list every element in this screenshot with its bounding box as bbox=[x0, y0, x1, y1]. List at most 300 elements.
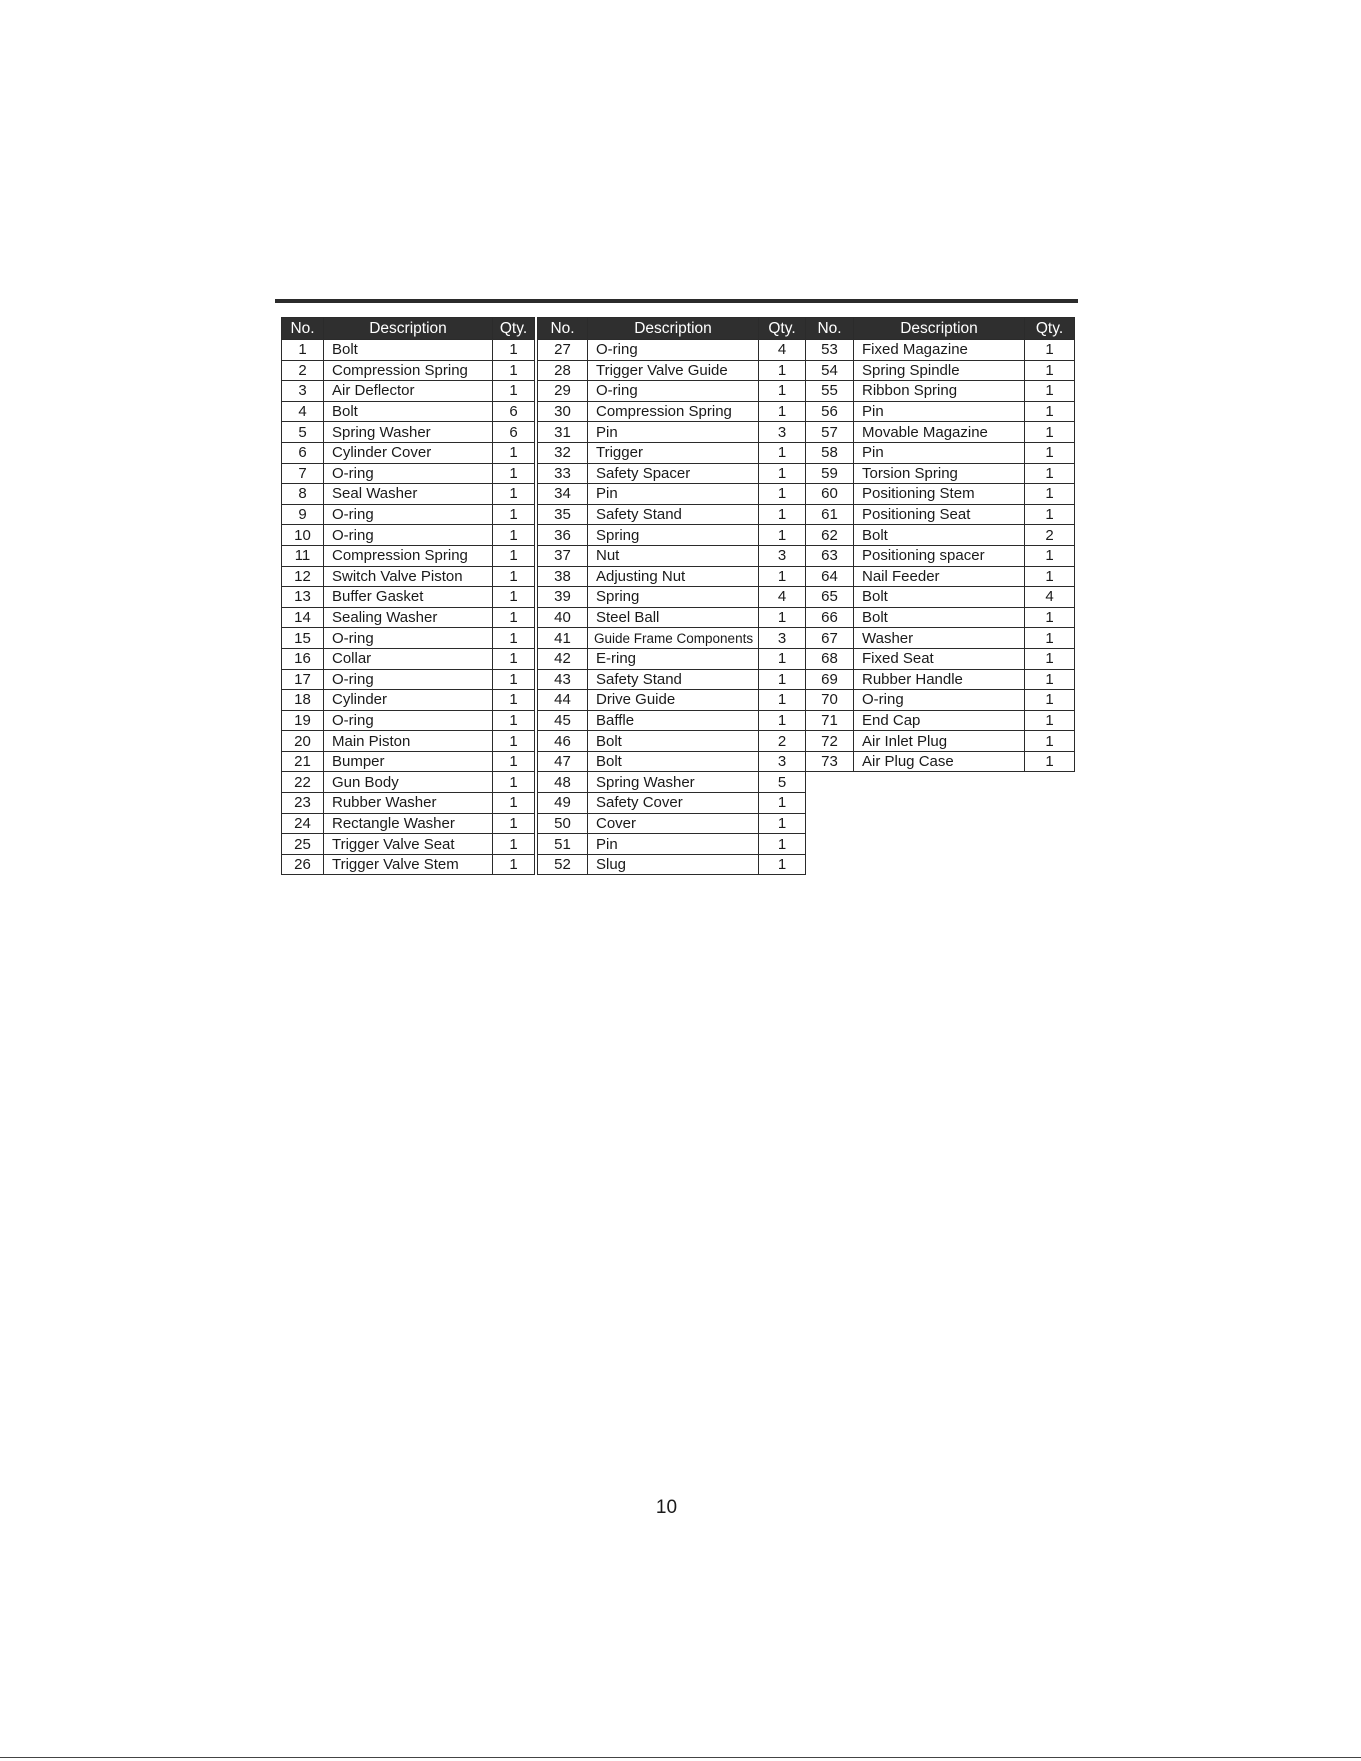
header-no: No. bbox=[806, 318, 854, 340]
part-number-cell: 18 bbox=[282, 690, 324, 711]
table-row bbox=[806, 360, 1075, 381]
quantity-cell: 1 bbox=[759, 834, 806, 855]
table-row bbox=[538, 731, 806, 752]
description-cell: Rectangle Washer bbox=[324, 813, 493, 834]
description-cell: Trigger Valve Seat bbox=[324, 834, 493, 855]
description-cell: Ribbon Spring bbox=[854, 381, 1025, 402]
part-number-cell: 62 bbox=[806, 525, 854, 546]
table-row bbox=[282, 545, 535, 566]
description-cell: Baffle bbox=[588, 710, 759, 731]
description-cell: Positioning Seat bbox=[854, 504, 1025, 525]
quantity-cell: 1 bbox=[1025, 504, 1075, 525]
part-number-cell: 20 bbox=[282, 731, 324, 752]
description-cell: Cylinder bbox=[324, 690, 493, 711]
quantity-cell: 1 bbox=[1025, 422, 1075, 443]
table-row bbox=[538, 607, 806, 628]
description-cell: Air Deflector bbox=[324, 381, 493, 402]
quantity-cell: 1 bbox=[1025, 751, 1075, 772]
part-number-cell: 28 bbox=[538, 360, 588, 381]
part-number-cell: 17 bbox=[282, 669, 324, 690]
header-no: No. bbox=[538, 318, 588, 340]
table-row bbox=[282, 772, 535, 793]
quantity-cell: 4 bbox=[759, 340, 806, 361]
quantity-cell: 5 bbox=[759, 772, 806, 793]
quantity-cell: 1 bbox=[493, 566, 535, 587]
quantity-cell: 6 bbox=[493, 401, 535, 422]
description-cell: Spring bbox=[588, 525, 759, 546]
quantity-cell: 1 bbox=[759, 401, 806, 422]
quantity-cell: 1 bbox=[1025, 566, 1075, 587]
part-number-cell: 39 bbox=[538, 587, 588, 608]
part-number-cell: 15 bbox=[282, 628, 324, 649]
part-number-cell: 1 bbox=[282, 340, 324, 361]
description-cell: Pin bbox=[588, 422, 759, 443]
description-cell: Drive Guide bbox=[588, 690, 759, 711]
part-number-cell: 42 bbox=[538, 648, 588, 669]
header-no: No. bbox=[282, 318, 324, 340]
description-cell: Switch Valve Piston bbox=[324, 566, 493, 587]
quantity-cell: 1 bbox=[759, 813, 806, 834]
part-number-cell: 59 bbox=[806, 463, 854, 484]
quantity-cell: 2 bbox=[759, 731, 806, 752]
table-row bbox=[282, 834, 535, 855]
part-number-cell: 63 bbox=[806, 545, 854, 566]
quantity-cell: 1 bbox=[493, 710, 535, 731]
description-cell: Spring bbox=[588, 587, 759, 608]
part-number-cell: 38 bbox=[538, 566, 588, 587]
description-cell: Sealing Washer bbox=[324, 607, 493, 628]
part-number-cell: 58 bbox=[806, 442, 854, 463]
table-row bbox=[538, 484, 806, 505]
description-cell: Nail Feeder bbox=[854, 566, 1025, 587]
quantity-cell: 1 bbox=[1025, 710, 1075, 731]
table-row bbox=[806, 545, 1075, 566]
part-number-cell: 51 bbox=[538, 834, 588, 855]
part-number-cell: 7 bbox=[282, 463, 324, 484]
part-number-cell: 3 bbox=[282, 381, 324, 402]
description-cell: Gun Body bbox=[324, 772, 493, 793]
table-row bbox=[538, 525, 806, 546]
bottom-rule bbox=[0, 1757, 1361, 1758]
quantity-cell: 1 bbox=[759, 710, 806, 731]
part-number-cell: 36 bbox=[538, 525, 588, 546]
table-header-row bbox=[806, 318, 1075, 340]
description-cell: Rubber Handle bbox=[854, 669, 1025, 690]
table-row bbox=[282, 504, 535, 525]
description-cell: O-ring bbox=[324, 669, 493, 690]
description-cell: Fixed Seat bbox=[854, 648, 1025, 669]
part-number-cell: 6 bbox=[282, 442, 324, 463]
part-number-cell: 57 bbox=[806, 422, 854, 443]
table-row bbox=[538, 566, 806, 587]
description-cell: Compression Spring bbox=[588, 401, 759, 422]
part-number-cell: 56 bbox=[806, 401, 854, 422]
table-row bbox=[806, 587, 1075, 608]
description-cell: O-ring bbox=[854, 690, 1025, 711]
table-row bbox=[282, 340, 535, 361]
table-row bbox=[282, 813, 535, 834]
table-row bbox=[538, 504, 806, 525]
table-row bbox=[538, 751, 806, 772]
page-number: 10 bbox=[655, 1497, 678, 1518]
part-number-cell: 10 bbox=[282, 525, 324, 546]
description-cell: O-ring bbox=[588, 381, 759, 402]
quantity-cell: 1 bbox=[759, 442, 806, 463]
table-row bbox=[282, 442, 535, 463]
part-number-cell: 14 bbox=[282, 607, 324, 628]
table-row bbox=[538, 340, 806, 361]
description-cell: Positioning spacer bbox=[854, 545, 1025, 566]
part-number-cell: 41 bbox=[538, 628, 588, 649]
quantity-cell: 1 bbox=[759, 669, 806, 690]
quantity-cell: 1 bbox=[493, 484, 535, 505]
table-row bbox=[538, 854, 806, 875]
part-number-cell: 30 bbox=[538, 401, 588, 422]
part-number-cell: 71 bbox=[806, 710, 854, 731]
description-cell: O-ring bbox=[588, 340, 759, 361]
quantity-cell: 1 bbox=[1025, 442, 1075, 463]
part-number-cell: 69 bbox=[806, 669, 854, 690]
description-cell: Rubber Washer bbox=[324, 793, 493, 814]
table-row bbox=[806, 340, 1075, 361]
part-number-cell: 65 bbox=[806, 587, 854, 608]
table-row bbox=[806, 731, 1075, 752]
quantity-cell: 1 bbox=[493, 607, 535, 628]
description-cell: Main Piston bbox=[324, 731, 493, 752]
part-number-cell: 24 bbox=[282, 813, 324, 834]
part-number-cell: 25 bbox=[282, 834, 324, 855]
part-number-cell: 29 bbox=[538, 381, 588, 402]
part-number-cell: 27 bbox=[538, 340, 588, 361]
quantity-cell: 1 bbox=[1025, 690, 1075, 711]
table-row bbox=[538, 690, 806, 711]
table-row bbox=[538, 772, 806, 793]
quantity-cell: 3 bbox=[759, 422, 806, 443]
part-number-cell: 4 bbox=[282, 401, 324, 422]
table-row bbox=[282, 648, 535, 669]
part-number-cell: 16 bbox=[282, 648, 324, 669]
description-cell: Safety Stand bbox=[588, 669, 759, 690]
quantity-cell: 1 bbox=[1025, 607, 1075, 628]
part-number-cell: 19 bbox=[282, 710, 324, 731]
description-cell: Torsion Spring bbox=[854, 463, 1025, 484]
table-row bbox=[282, 463, 535, 484]
part-number-cell: 48 bbox=[538, 772, 588, 793]
part-number-cell: 55 bbox=[806, 381, 854, 402]
table-row bbox=[282, 525, 535, 546]
description-cell: Bolt bbox=[324, 340, 493, 361]
part-number-cell: 54 bbox=[806, 360, 854, 381]
quantity-cell: 1 bbox=[493, 854, 535, 875]
table-row bbox=[806, 422, 1075, 443]
quantity-cell: 1 bbox=[493, 834, 535, 855]
quantity-cell: 4 bbox=[1025, 587, 1075, 608]
description-cell: Compression Spring bbox=[324, 360, 493, 381]
quantity-cell: 1 bbox=[759, 648, 806, 669]
description-cell: Bolt bbox=[854, 587, 1025, 608]
part-number-cell: 44 bbox=[538, 690, 588, 711]
description-cell: Collar bbox=[324, 648, 493, 669]
table-row bbox=[538, 628, 806, 649]
quantity-cell: 1 bbox=[493, 360, 535, 381]
table-row bbox=[538, 463, 806, 484]
table-row bbox=[282, 854, 535, 875]
table-row bbox=[806, 669, 1075, 690]
description-cell: O-ring bbox=[324, 710, 493, 731]
part-number-cell: 35 bbox=[538, 504, 588, 525]
table-row bbox=[806, 710, 1075, 731]
table-row bbox=[806, 381, 1075, 402]
quantity-cell: 1 bbox=[493, 751, 535, 772]
table-row bbox=[806, 442, 1075, 463]
parts-table-2 bbox=[537, 317, 806, 875]
table-row bbox=[806, 690, 1075, 711]
quantity-cell: 1 bbox=[493, 813, 535, 834]
description-cell: Adjusting Nut bbox=[588, 566, 759, 587]
description-cell: Steel Ball bbox=[588, 607, 759, 628]
table-row bbox=[282, 751, 535, 772]
table-row bbox=[282, 381, 535, 402]
part-number-cell: 50 bbox=[538, 813, 588, 834]
description-cell: Pin bbox=[588, 484, 759, 505]
quantity-cell: 1 bbox=[1025, 545, 1075, 566]
description-cell: Bolt bbox=[588, 731, 759, 752]
part-number-cell: 53 bbox=[806, 340, 854, 361]
description-cell: Air Inlet Plug bbox=[854, 731, 1025, 752]
table-row bbox=[806, 463, 1075, 484]
table-row bbox=[282, 731, 535, 752]
table-row bbox=[538, 381, 806, 402]
part-number-cell: 31 bbox=[538, 422, 588, 443]
part-number-cell: 34 bbox=[538, 484, 588, 505]
table-row bbox=[806, 607, 1075, 628]
table-row bbox=[806, 504, 1075, 525]
quantity-cell: 1 bbox=[493, 793, 535, 814]
description-cell: End Cap bbox=[854, 710, 1025, 731]
quantity-cell: 1 bbox=[1025, 381, 1075, 402]
description-cell: Bolt bbox=[854, 607, 1025, 628]
description-cell: Slug bbox=[588, 854, 759, 875]
table-row bbox=[538, 710, 806, 731]
table-row bbox=[806, 628, 1075, 649]
quantity-cell: 1 bbox=[1025, 463, 1075, 484]
table-header-row bbox=[538, 318, 806, 340]
quantity-cell: 1 bbox=[1025, 731, 1075, 752]
table-row bbox=[538, 813, 806, 834]
header-description: Description bbox=[854, 318, 1025, 340]
quantity-cell: 1 bbox=[759, 793, 806, 814]
description-cell: Trigger Valve Guide bbox=[588, 360, 759, 381]
quantity-cell: 1 bbox=[493, 340, 535, 361]
part-number-cell: 73 bbox=[806, 751, 854, 772]
description-cell: Fixed Magazine bbox=[854, 340, 1025, 361]
description-cell: Buffer Gasket bbox=[324, 587, 493, 608]
quantity-cell: 1 bbox=[493, 669, 535, 690]
description-cell: E-ring bbox=[588, 648, 759, 669]
part-number-cell: 40 bbox=[538, 607, 588, 628]
quantity-cell: 1 bbox=[1025, 669, 1075, 690]
table-row bbox=[538, 587, 806, 608]
table-row bbox=[282, 360, 535, 381]
part-number-cell: 37 bbox=[538, 545, 588, 566]
description-cell: Safety Cover bbox=[588, 793, 759, 814]
header-description: Description bbox=[324, 318, 493, 340]
part-number-cell: 9 bbox=[282, 504, 324, 525]
description-cell: Movable Magazine bbox=[854, 422, 1025, 443]
part-number-cell: 45 bbox=[538, 710, 588, 731]
quantity-cell: 1 bbox=[493, 545, 535, 566]
quantity-cell: 1 bbox=[493, 504, 535, 525]
table-row bbox=[806, 566, 1075, 587]
table-row bbox=[538, 545, 806, 566]
quantity-cell: 1 bbox=[759, 566, 806, 587]
part-number-cell: 21 bbox=[282, 751, 324, 772]
quantity-cell: 3 bbox=[759, 751, 806, 772]
table-row bbox=[282, 422, 535, 443]
parts-table-3 bbox=[805, 317, 1075, 772]
top-rule bbox=[275, 299, 1078, 303]
quantity-cell: 1 bbox=[759, 525, 806, 546]
part-number-cell: 61 bbox=[806, 504, 854, 525]
description-cell: O-ring bbox=[324, 463, 493, 484]
description-cell: Pin bbox=[854, 401, 1025, 422]
table-row bbox=[806, 648, 1075, 669]
part-number-cell: 64 bbox=[806, 566, 854, 587]
part-number-cell: 22 bbox=[282, 772, 324, 793]
table-row bbox=[806, 751, 1075, 772]
description-cell: Bolt bbox=[324, 401, 493, 422]
description-cell: Seal Washer bbox=[324, 484, 493, 505]
quantity-cell: 1 bbox=[1025, 340, 1075, 361]
table-body bbox=[538, 340, 806, 875]
quantity-cell: 1 bbox=[493, 442, 535, 463]
part-number-cell: 23 bbox=[282, 793, 324, 814]
description-cell: Trigger bbox=[588, 442, 759, 463]
quantity-cell: 1 bbox=[493, 648, 535, 669]
table-row bbox=[538, 442, 806, 463]
part-number-cell: 60 bbox=[806, 484, 854, 505]
table-body bbox=[806, 340, 1075, 772]
table-row bbox=[282, 484, 535, 505]
quantity-cell: 1 bbox=[759, 463, 806, 484]
part-number-cell: 5 bbox=[282, 422, 324, 443]
table-row bbox=[538, 669, 806, 690]
table-row bbox=[538, 401, 806, 422]
quantity-cell: 1 bbox=[759, 504, 806, 525]
table-row bbox=[282, 587, 535, 608]
table-body bbox=[282, 340, 535, 875]
quantity-cell: 1 bbox=[759, 607, 806, 628]
description-cell: O-ring bbox=[324, 504, 493, 525]
description-cell: Compression Spring bbox=[324, 545, 493, 566]
description-cell: Washer bbox=[854, 628, 1025, 649]
part-number-cell: 47 bbox=[538, 751, 588, 772]
quantity-cell: 1 bbox=[493, 381, 535, 402]
part-number-cell: 68 bbox=[806, 648, 854, 669]
description-cell: Safety Stand bbox=[588, 504, 759, 525]
description-cell: Spring Washer bbox=[588, 772, 759, 793]
quantity-cell: 2 bbox=[1025, 525, 1075, 546]
part-number-cell: 11 bbox=[282, 545, 324, 566]
quantity-cell: 1 bbox=[1025, 484, 1075, 505]
table-row bbox=[282, 793, 535, 814]
quantity-cell: 6 bbox=[493, 422, 535, 443]
parts-table-1 bbox=[281, 317, 535, 875]
table-row bbox=[282, 401, 535, 422]
table-row bbox=[282, 710, 535, 731]
part-number-cell: 46 bbox=[538, 731, 588, 752]
description-cell: Spring Spindle bbox=[854, 360, 1025, 381]
description-cell: Pin bbox=[588, 834, 759, 855]
table-row bbox=[538, 422, 806, 443]
part-number-cell: 43 bbox=[538, 669, 588, 690]
description-cell: Positioning Stem bbox=[854, 484, 1025, 505]
part-number-cell: 33 bbox=[538, 463, 588, 484]
table-row bbox=[282, 628, 535, 649]
table-row bbox=[538, 834, 806, 855]
quantity-cell: 1 bbox=[493, 525, 535, 546]
quantity-cell: 1 bbox=[1025, 360, 1075, 381]
part-number-cell: 13 bbox=[282, 587, 324, 608]
quantity-cell: 1 bbox=[1025, 648, 1075, 669]
table-header-row bbox=[282, 318, 535, 340]
description-cell: Bolt bbox=[854, 525, 1025, 546]
description-cell: Cylinder Cover bbox=[324, 442, 493, 463]
header-description: Description bbox=[588, 318, 759, 340]
part-number-cell: 32 bbox=[538, 442, 588, 463]
description-cell: Guide Frame Components bbox=[588, 628, 759, 649]
quantity-cell: 1 bbox=[759, 854, 806, 875]
table-row bbox=[538, 360, 806, 381]
table-row bbox=[282, 607, 535, 628]
description-cell: Bolt bbox=[588, 751, 759, 772]
quantity-cell: 1 bbox=[493, 628, 535, 649]
table-row bbox=[806, 525, 1075, 546]
header-qty: Qty. bbox=[1025, 318, 1075, 340]
quantity-cell: 3 bbox=[759, 545, 806, 566]
part-number-cell: 26 bbox=[282, 854, 324, 875]
description-cell: Pin bbox=[854, 442, 1025, 463]
table-row bbox=[282, 566, 535, 587]
part-number-cell: 12 bbox=[282, 566, 324, 587]
description-cell: Cover bbox=[588, 813, 759, 834]
part-number-cell: 52 bbox=[538, 854, 588, 875]
quantity-cell: 1 bbox=[759, 690, 806, 711]
quantity-cell: 1 bbox=[759, 484, 806, 505]
quantity-cell: 1 bbox=[1025, 401, 1075, 422]
quantity-cell: 1 bbox=[493, 587, 535, 608]
quantity-cell: 1 bbox=[1025, 628, 1075, 649]
description-cell: Trigger Valve Stem bbox=[324, 854, 493, 875]
description-cell: O-ring bbox=[324, 628, 493, 649]
table-row bbox=[806, 401, 1075, 422]
part-number-cell: 67 bbox=[806, 628, 854, 649]
part-number-cell: 2 bbox=[282, 360, 324, 381]
quantity-cell: 4 bbox=[759, 587, 806, 608]
part-number-cell: 49 bbox=[538, 793, 588, 814]
quantity-cell: 1 bbox=[493, 690, 535, 711]
table-row bbox=[538, 648, 806, 669]
part-number-cell: 70 bbox=[806, 690, 854, 711]
table-row bbox=[538, 793, 806, 814]
description-cell: Bumper bbox=[324, 751, 493, 772]
part-number-cell: 66 bbox=[806, 607, 854, 628]
description-cell: O-ring bbox=[324, 525, 493, 546]
header-qty: Qty. bbox=[493, 318, 535, 340]
description-cell: Safety Spacer bbox=[588, 463, 759, 484]
table-row bbox=[282, 690, 535, 711]
part-number-cell: 8 bbox=[282, 484, 324, 505]
